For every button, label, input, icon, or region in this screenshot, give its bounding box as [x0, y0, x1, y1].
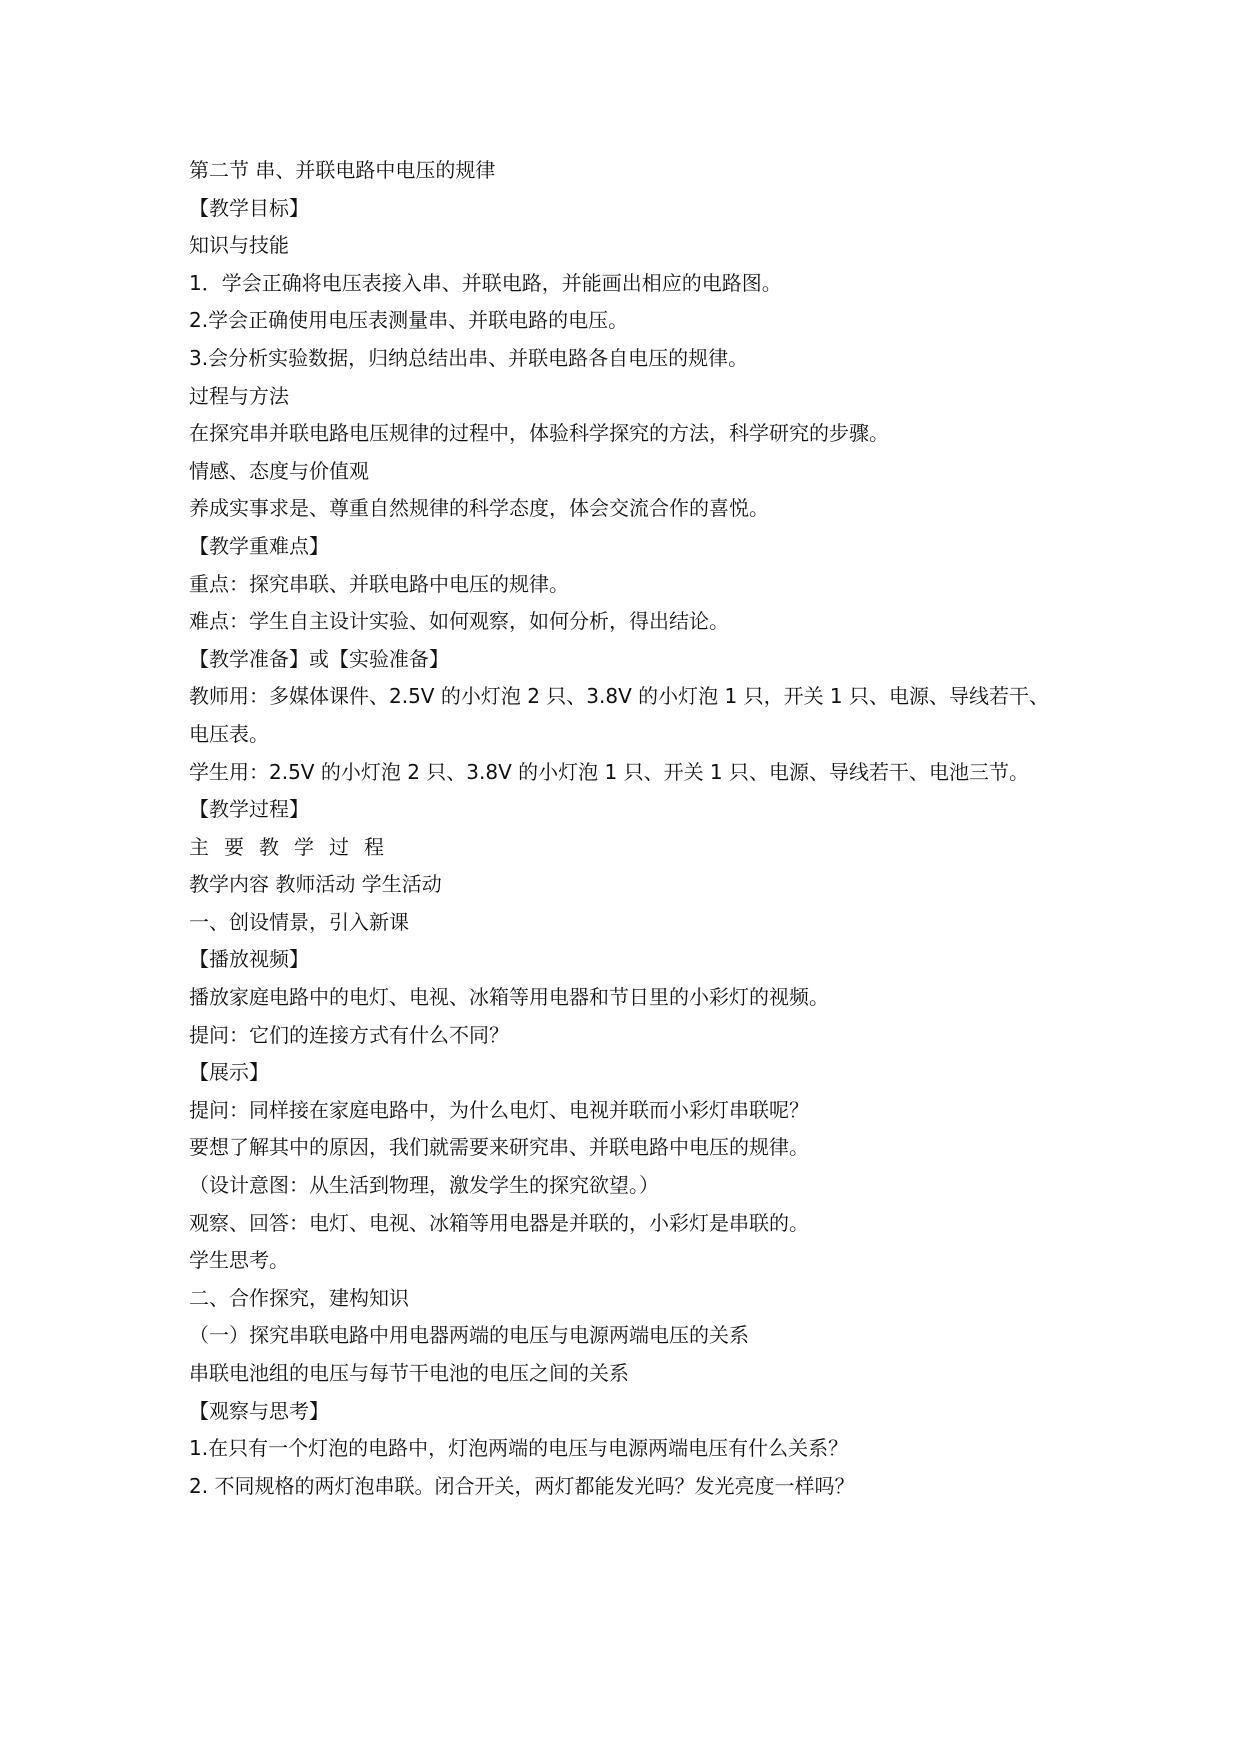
subheading-knowledge-skills: 知识与技能 — [189, 233, 289, 258]
student-thinking-text: 学生思考。 — [189, 1248, 289, 1273]
teacher-materials-text: 教师用：多媒体课件、2.5V 的小灯泡 2 只、3.8V 的小灯泡 1 只，开关 1 只、电源、导线若干、电压表。 — [189, 684, 1050, 746]
question-connection-text: 提问：它们的连接方式有什么不同？ — [189, 1022, 509, 1047]
process-method-text: 在探究串并联电路电压规律的过程中，体验科学探究的方法，科学研究的步骤。 — [189, 421, 889, 446]
emotion-values-text: 养成实事求是、尊重自然规律的科学态度，体会交流合作的喜悦。 — [189, 496, 769, 521]
student-materials-text: 学生用：2.5V 的小灯泡 2 只、3.8V 的小灯泡 1 只、开关 1 只、电源、导线若干、电池三节。 — [189, 759, 1030, 784]
main-process-heading: 主要教学过程 — [189, 834, 399, 859]
objective-item-1: 1．学会正确将电压表接入串、并联电路，并能画出相应的电路图。 — [189, 270, 782, 295]
heading-preparation: 【教学准备】或【实验准备】 — [189, 646, 449, 671]
section-title: 第二节 串、并联电路中电压的规律 — [189, 158, 496, 182]
table-columns-text: 教学内容 教师活动 学生活动 — [189, 872, 442, 897]
subheading-process-method: 过程与方法 — [189, 383, 289, 408]
battery-relationship-text: 串联电池组的电压与每节干电池的电压之间的关系 — [189, 1361, 629, 1385]
heading-teaching-process: 【教学过程】 — [189, 797, 309, 822]
part-one-heading: 一、创设情景，引入新课 — [189, 909, 409, 934]
part-two-heading: 二、合作探究，建构知识 — [189, 1285, 409, 1310]
play-video-text: 播放家庭电路中的电灯、电视、冰箱等用电器和节日里的小彩灯的视频。 — [189, 985, 829, 1010]
inquiry-series-heading: （一）探究串联电路中用电器两端的电压与电源两端电压的关系 — [189, 1323, 749, 1348]
question-household-circuit-text: 提问：同样接在家庭电路中，为什么电灯、电视并联而小彩灯串联呢？ — [189, 1097, 809, 1122]
play-video-heading: 【播放视频】 — [189, 947, 309, 972]
observe-answer-text: 观察、回答：电灯、电视、冰箱等用电器是并联的，小彩灯是串联的。 — [189, 1210, 809, 1235]
design-intent-text: （设计意图：从生活到物理，激发学生的探究欲望。） — [189, 1173, 659, 1198]
research-motivation-text: 要想了解其中的原因，我们就需要来研究串、并联电路中电压的规律。 — [189, 1135, 809, 1160]
observe-think-heading: 【观察与思考】 — [189, 1398, 329, 1423]
objective-item-3: 3.会分析实验数据，归纳总结出串、并联电路各自电压的规律。 — [189, 345, 749, 370]
subheading-emotion-values: 情感、态度与价值观 — [189, 458, 369, 483]
document-body — [189, 152, 1059, 1505]
heading-key-difficult-points: 【教学重难点】 — [189, 533, 329, 558]
objective-item-2: 2.学会正确使用电压表测量串、并联电路的电压。 — [189, 308, 629, 333]
question-one-bulb-text: 1.在只有一个灯泡的电路中，灯泡两端的电压与电源两端电压有什么关系？ — [189, 1436, 849, 1461]
difficult-point-text: 难点：学生自主设计实验、如何观察，如何分析，得出结论。 — [189, 609, 729, 634]
heading-teaching-objectives: 【教学目标】 — [189, 195, 309, 220]
question-two-bulbs-text: 2. 不同规格的两灯泡串联。闭合开关，两灯都能发光吗？发光亮度一样吗？ — [189, 1473, 855, 1498]
key-point-text: 重点：探究串联、并联电路中电压的规律。 — [189, 571, 569, 596]
display-heading: 【展示】 — [189, 1060, 269, 1085]
